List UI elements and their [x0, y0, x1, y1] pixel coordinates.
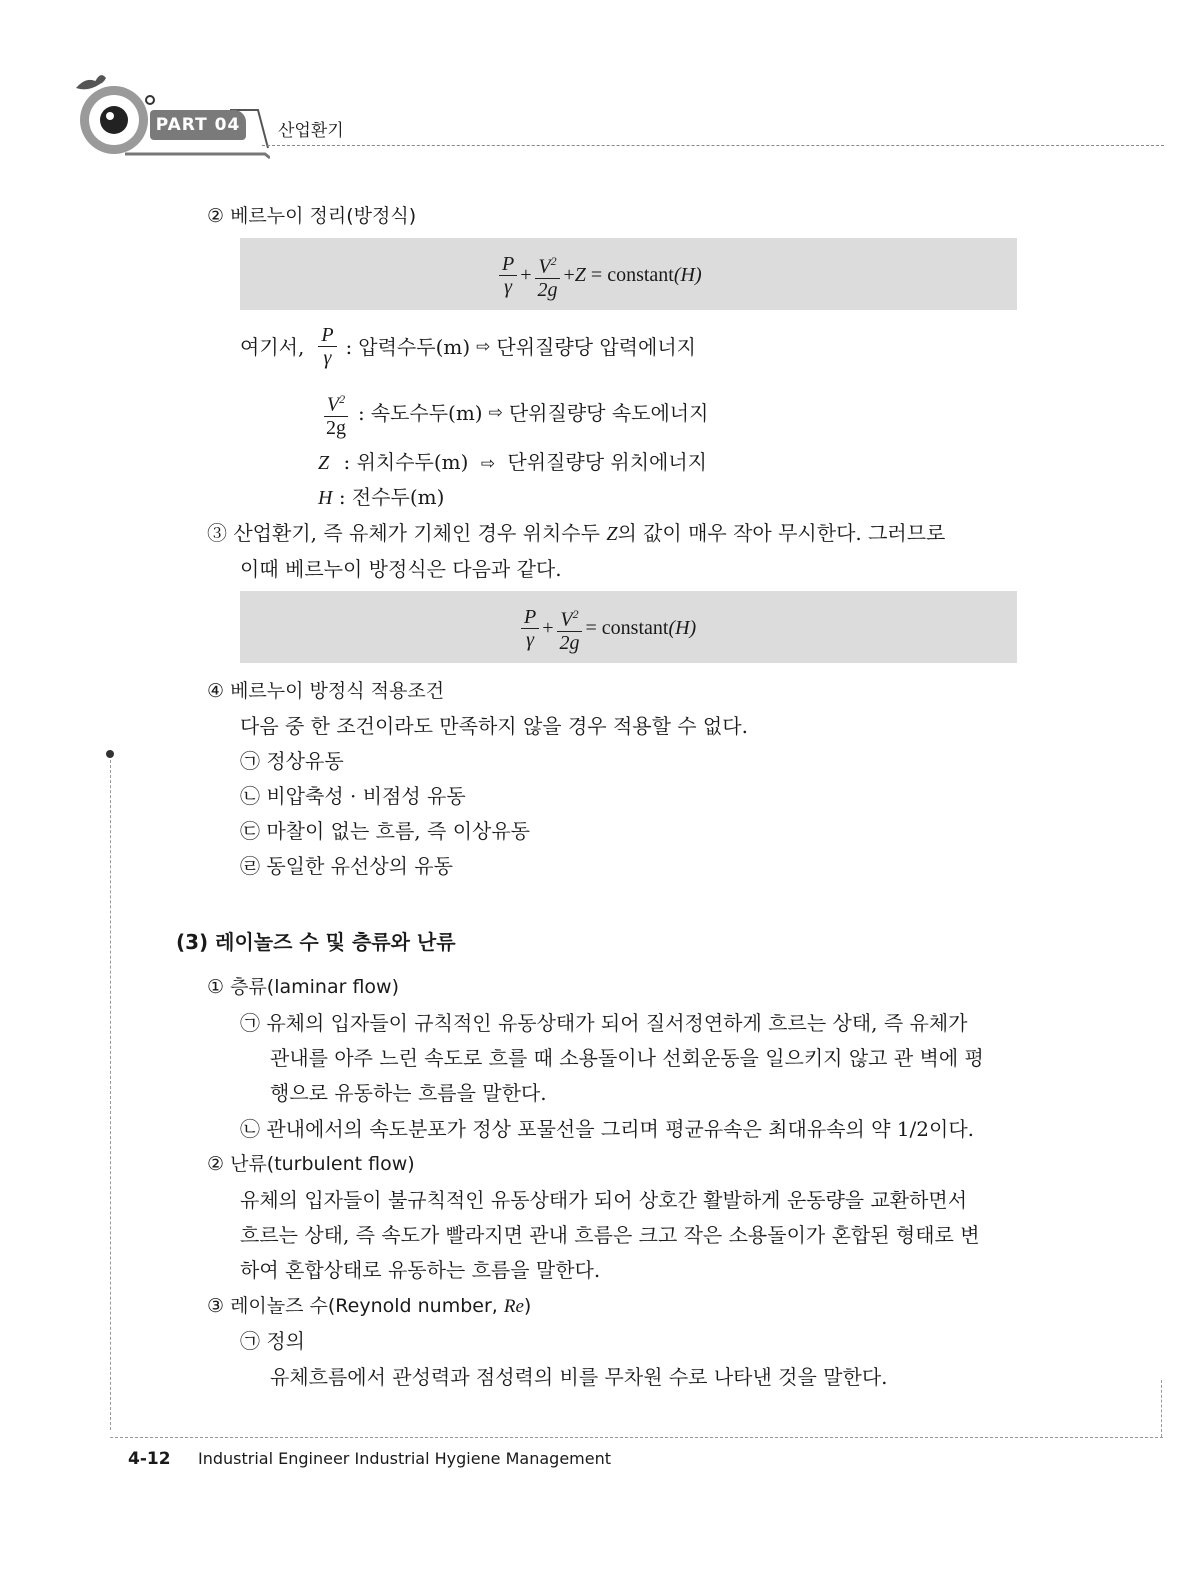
definition-text: 유체흐름에서 관성력과 점성력의 비를 무차원 수로 나타낸 것을 말한다.	[270, 1365, 888, 1389]
section3-title: (3) 레이놀즈 수 및 층류와 난류	[176, 930, 456, 954]
laminar-text: 관내를 아주 느린 속도로 흐를 때 소용돌이나 선회운동을 일으키지 않고 관 벽에 평	[270, 1046, 984, 1070]
condition-item: ㉢ 마찰이 없는 흐름, 즉 이상유동	[240, 819, 530, 843]
definition-pressure: 여기서, $\frac{P}{\gamma}$ : 압력수두(m) ⇨ 단위질량당 압력에너지	[240, 324, 696, 369]
simplified-formula-box	[240, 591, 1017, 663]
bernoulli-formula-box	[240, 238, 1017, 310]
laminar-text: ㉡ 관내에서의 속도분포가 정상 포물선을 그리며 평균유속은 최대유속의 약 1/2이다.	[240, 1117, 975, 1141]
definition-total: H : 전수두(m)	[318, 485, 445, 509]
conditions-heading: ④ 베르누이 방정식 적용조건	[207, 680, 445, 702]
laminar-text: ㉠ 유체의 입자들이 규칙적인 유동상태가 되어 질서정연하게 흐르는 상태, 즉 유체가	[240, 1011, 968, 1035]
footer-title: Industrial Engineer Industrial Hygiene Management	[198, 1449, 612, 1468]
turbulent-text: 흐르는 상태, 즉 속도가 빨라지면 관내 흐름은 크고 작은 소용돌이가 혼합된 형태로 변	[240, 1223, 980, 1247]
turbulent-heading: ② 난류(turbulent flow)	[207, 1153, 415, 1175]
laminar-text: 행으로 유동하는 흐름을 말한다.	[270, 1081, 547, 1105]
frame-left-rule	[110, 760, 111, 1430]
turbulent-text: 하여 혼합상태로 유동하는 흐름을 말한다.	[240, 1258, 601, 1282]
simplified-formula: $\frac{P}{\gamma}$ + $\frac{V^2}{2g}$ = constant (H)	[518, 603, 696, 654]
frame-bottom-rule	[110, 1437, 1163, 1438]
item3-line1: ③ 산업환기, 즉 유체가 기체인 경우 위치수두 Z의 값이 매우 작아 무시한다. 그러므로	[207, 521, 946, 545]
section-title: 산업환기	[278, 121, 344, 141]
definition-position: Z : 위치수두(m) ⇨ 단위질량당 위치에너지	[318, 450, 707, 474]
condition-item: ㉣ 동일한 유선상의 유동	[240, 854, 453, 878]
turbulent-text: 유체의 입자들이 불규칙적인 유동상태가 되어 상호간 활발하게 운동량을 교환하면서	[240, 1188, 968, 1212]
header-divider	[262, 145, 1164, 146]
reynolds-heading: ③ 레이놀즈 수(Reynold number, Re)	[207, 1295, 532, 1317]
page-number: 4-12	[128, 1449, 171, 1469]
condition-item: ㉡ 비압축성 · 비점성 유동	[240, 784, 466, 808]
bernoulli-heading: ② 베르누이 정리(방정식)	[207, 205, 417, 227]
condition-item: ㉠ 정상유동	[240, 749, 344, 773]
frame-right-rule	[1161, 1380, 1162, 1437]
conditions-intro: 다음 중 한 조건이라도 만족하지 않을 경우 적용할 수 없다.	[240, 714, 748, 738]
frame-dot	[106, 750, 114, 758]
definition-label: ㉠ 정의	[240, 1329, 305, 1353]
part-badge: PART 04	[150, 110, 246, 140]
laminar-heading: ① 층류(laminar flow)	[207, 976, 399, 998]
item3-line2: 이때 베르누이 방정식은 다음과 같다.	[240, 557, 562, 581]
definition-velocity: $\frac{V^2}{2g}$ : 속도수두(m) ⇨ 단위질량당 속도에너지	[320, 388, 708, 439]
bernoulli-formula: $\frac{P}{\gamma}$ + $\frac{V^2}{2g}$ + Z = constant (H)	[496, 250, 702, 301]
